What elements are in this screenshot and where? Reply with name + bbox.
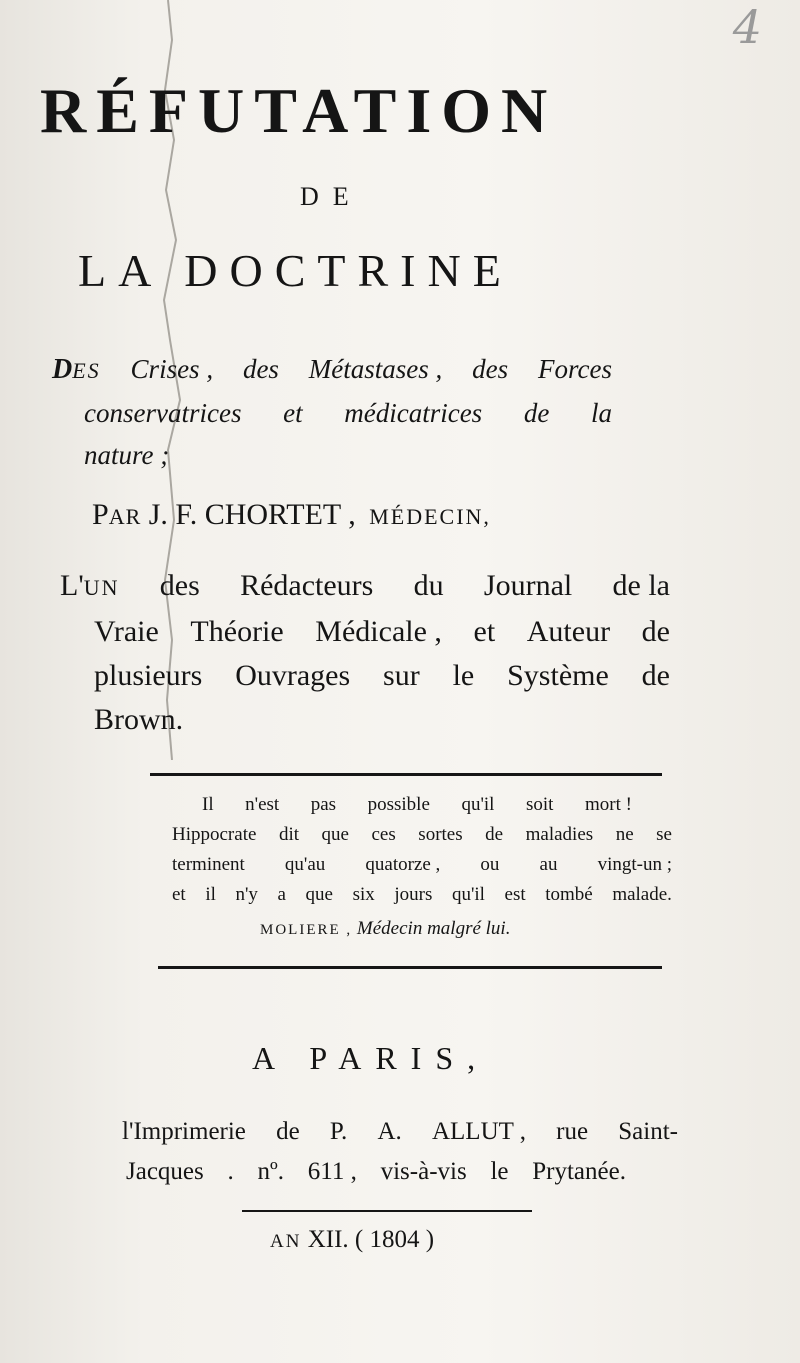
role-small-caps: UN [83, 575, 120, 600]
epigraph-word: n'est [245, 794, 280, 815]
imprint-word: A. [377, 1118, 402, 1145]
role-word: plusieurs [94, 659, 203, 692]
epigraph-word: au [539, 854, 558, 875]
role-word: et [473, 615, 496, 648]
subtitle-word: la [590, 398, 612, 428]
author-prefix-rest: AR [108, 504, 142, 529]
subtitle-word: de [523, 398, 550, 428]
imprint-word: l'Imprimerie [122, 1118, 246, 1145]
role-word: sur [383, 659, 420, 692]
imprint-word: ALLUT , [431, 1118, 526, 1145]
author-line [92, 498, 491, 532]
epigraph-word: six [352, 884, 375, 905]
imprint-word: rue [556, 1118, 589, 1145]
subtitle-word: des [242, 354, 279, 384]
subtitle-word: Crises , [130, 354, 214, 384]
imprint-word: Saint- [618, 1118, 678, 1145]
epigraph-word: qu'il [451, 884, 485, 905]
epigraph-attribution [172, 914, 672, 945]
epigraph-line-4 [172, 880, 672, 910]
subtitle-word: conservatrices [84, 398, 242, 428]
imprint-word: Jacques [126, 1158, 204, 1185]
imprint-line-1 [122, 1112, 678, 1152]
author-prefix-initial: P [92, 498, 109, 531]
subtitle-line-1 [52, 348, 672, 392]
author-name: J. F. CHORTET , [148, 498, 356, 531]
imprint-printer [122, 1112, 678, 1192]
role-line-4: Brown. [94, 703, 184, 736]
epigraph-word: possible [367, 794, 430, 815]
role-initial: L' [60, 569, 84, 602]
epigraph-line-1 [172, 790, 632, 820]
epigraph-word: qu'au [284, 854, 326, 875]
imprint-word: vis-à-vis [380, 1158, 467, 1185]
date-prefix: AN [270, 1231, 302, 1252]
imprint-city: A PARIS, [252, 1040, 490, 1076]
role-line-2 [60, 610, 670, 654]
title-refutation: RÉFUTATION [40, 75, 558, 146]
epigraph [172, 790, 672, 945]
imprint-word: 611 , [307, 1158, 357, 1185]
epigraph-word: n'y [235, 884, 258, 905]
imprint-word: le [490, 1158, 509, 1185]
title-connector: DE [300, 182, 363, 211]
epigraph-word: est [504, 884, 526, 905]
date-value: XII. ( 1804 ) [307, 1226, 435, 1253]
role-word: Auteur [526, 615, 611, 648]
author-title: MÉDECIN, [369, 504, 491, 529]
role-word: Rédacteurs [240, 569, 374, 602]
epigraph-word: ne [615, 824, 634, 845]
role-word: de [641, 659, 670, 692]
imprint-line-2 [122, 1152, 626, 1192]
corner-folio-mark: 4 [732, 0, 762, 54]
imprint-word: de [276, 1118, 300, 1145]
imprint-word: . [227, 1158, 234, 1185]
epigraph-word: il [205, 884, 216, 905]
role-word: de [641, 615, 670, 648]
imprint-word: P. [329, 1118, 348, 1145]
role-word: Vraie [94, 615, 159, 648]
epigraph-word: ou [480, 854, 500, 875]
title-la-doctrine: LA DOCTRINE [78, 245, 513, 296]
epigraph-word: vingt-un ; [597, 854, 672, 875]
role-word: Journal [483, 569, 573, 602]
role-word: le [452, 659, 475, 692]
role-word: Médicale , [315, 615, 442, 648]
subtitle-line-3: nature ; [84, 440, 170, 470]
epigraph-word: que [305, 884, 333, 905]
epigraph-word: malade. [612, 884, 672, 905]
epigraph-word: tombé [545, 884, 593, 905]
role-word: des [159, 569, 200, 602]
epigraph-line-3 [172, 850, 672, 880]
epigraph-word: Il [202, 794, 214, 815]
subtitle-line-2 [52, 392, 672, 434]
role-line-1 [60, 564, 670, 610]
subtitle [52, 348, 672, 476]
role-word: Système [507, 659, 609, 692]
epigraph-word: se [656, 824, 672, 845]
subtitle-word: Métastases , [308, 354, 443, 384]
subtitle-word: Forces [538, 354, 612, 384]
epigraph-word: quatorze , [365, 854, 441, 875]
subtitle-prefix [52, 348, 101, 392]
epigraph-word: a [277, 884, 286, 905]
imprint-word: Prytanée. [532, 1158, 626, 1185]
role-word: Théorie [190, 615, 284, 648]
epigraph-word: terminent [172, 854, 245, 875]
epigraph-word: de [485, 824, 504, 845]
epigraph-word: soit [525, 794, 554, 815]
epigraph-word: Hippocrate [172, 824, 257, 845]
role-word: de la [612, 569, 670, 602]
epigraph-author: MOLIERE , [260, 922, 353, 938]
bottom-rule [158, 966, 662, 969]
author-role [60, 564, 670, 742]
subtitle-word: des [472, 354, 509, 384]
epigraph-word: dit [278, 824, 299, 845]
role-line-3 [60, 654, 670, 698]
epigraph-work: Médecin malgré lui. [356, 918, 511, 939]
epigraph-word: ces [371, 824, 396, 845]
role-opening [60, 564, 120, 610]
subtitle-word: médicatrices [344, 398, 483, 428]
epigraph-word: jours [394, 884, 433, 905]
imprint-word: nº. [257, 1158, 285, 1185]
epigraph-word: mort ! [584, 794, 632, 815]
subtitle-prefix-rest: ES [72, 358, 101, 383]
epigraph-line-2 [172, 820, 672, 850]
epigraph-word: qu'il [461, 794, 495, 815]
epigraph-word: maladies [525, 824, 594, 845]
epigraph-word: que [321, 824, 349, 845]
date-rule [242, 1210, 532, 1212]
top-rule [150, 773, 662, 776]
publication-date [270, 1226, 434, 1254]
role-word: Ouvrages [235, 659, 351, 692]
role-word: du [413, 569, 444, 602]
epigraph-word: pas [310, 794, 337, 815]
epigraph-word: et [172, 884, 186, 905]
subtitle-prefix-initial: D [52, 354, 73, 385]
epigraph-word: sortes [418, 824, 463, 845]
subtitle-word: et [283, 398, 303, 428]
